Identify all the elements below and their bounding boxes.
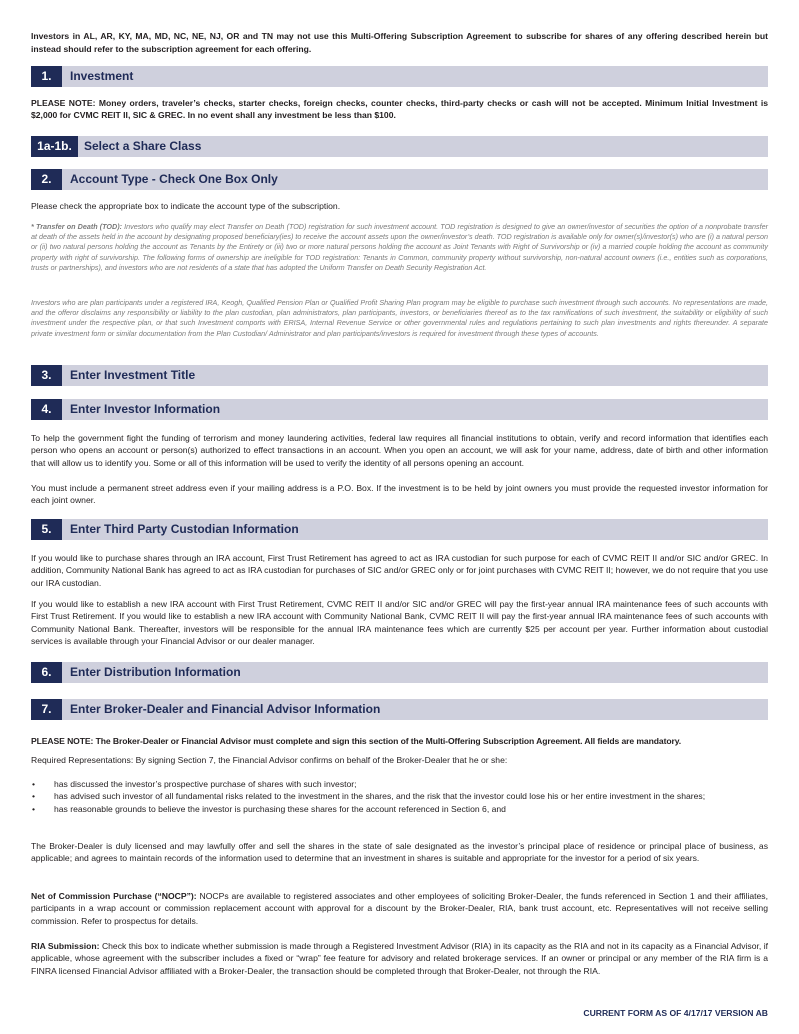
ria-label: RIA Submission: (31, 941, 100, 951)
investment-note: PLEASE NOTE: Money orders, traveler’s checks, starter checks, foreign checks, counter checks, third-party checks or cash will not be accepted. Minimum Initial Investment is $2,000 for CVMC REIT II, SIC & GREC. In no event shall any investment be less than $100. (31, 98, 768, 121)
list-item: • has discussed the investor’s prospective purchase of shares with such investor; (32, 779, 357, 789)
ria-paragraph: RIA Submission: Check this box to indicate whether submission is made through a Registered Investment Advisor (RIA) in its capacity as the RIA and not in its capacity as a Financial Advisor, if applicable, whose agreement with the subscriber includes a fixed or “wrap” fee feature for advisory and related brokerage services. If an owner or principal or any member of the RIA firm is a FINRA licensed Financial Advisor affiliated with a Broker-Dealer, the transaction should be completed through that Broker-Dealer, not through the RIA. (31, 941, 768, 976)
investor-info-paragraph-1: To help the government fight the funding of terrorism and money laundering activities, federal law requires all financial institutions to obtain, verify and record information that identifies each person who opens an account or person(s) authorized to effect transactions in an account. When you open an account, we will ask for your name, address, date of birth and other information that will allow us to identify you. Some or all of this information will be used to verify the identity of all persons opening an account. (31, 433, 768, 468)
tod-paragraph (31, 222, 768, 273)
section-title: Enter Investment Title (70, 368, 196, 382)
tod-label: * Transfer on Death (TOD): (31, 222, 122, 231)
required-representations: Required Representations: By signing Section 7, the Financial Advisor confirms on behalf of the Broker-Dealer that he or she: (31, 755, 508, 765)
section-number: 2. (31, 169, 62, 190)
section-number: 1. (31, 66, 62, 87)
bullet-icon: • (32, 791, 36, 802)
section-number: 7. (31, 699, 62, 720)
account-type-instruction: Please check the appropriate box to indicate the account type of the subscription. (31, 201, 341, 211)
custodian-paragraph-1: If you would like to purchase shares through an IRA account, First Trust Retirement has agreed to act as IRA custodian for such purpose for each of CVMC REIT II and/or SIC and/or GREC. In addition, Community National Bank has agreed to act as IRA custodian for purchases of SIC and/or GREC only or for joint purchases with CVMC REIT II; however, we do not require that you use our IRA custodian. (31, 553, 768, 588)
section-number: 6. (31, 662, 62, 683)
list-item: • has reasonable grounds to believe the investor is purchasing these shares for the account referenced in Section 6, and (32, 803, 506, 814)
plan-paragraph: Investors who are plan participants under a registered IRA, Keogh, Qualified Pension Plan or Qualified Profit Sharing Plan program may be eligible to purchase such investment through such accounts. No representations are made, and the offeror disclaims any responsibility or liability to the plan custodian, plan administrators, plan participants, investors, or beneficiaries thereof as to the tax ramifications of such investment, the suitability or eligibility of such investment under the respective plan, or that such Investment comports with ERISA, Internal Revenue Service or other governmental rules and regulations pertaining to such plan investments and rights thereunder. A separate private investment form or similar documentation from the Plan Custodian/ Administrator and plan participants/investors is required for investment through these types of accounts. (31, 298, 768, 338)
section-1-header (31, 66, 768, 87)
section-7-header (31, 699, 768, 720)
bullet-icon: • (32, 803, 36, 814)
form-version-footer: CURRENT FORM AS OF 4/17/17 VERSION AB (583, 1008, 768, 1018)
section-title: Enter Third Party Custodian Information (70, 522, 299, 536)
broker-licensed-paragraph: The Broker-Dealer is duly licensed and may lawfully offer and sell the shares in the state of sale designated as the investor’s principal place of residence or principal place of business, as applicable; and agrees to maintain records of the information used to determine that an investment in shares is suitable and appropriate for the investor for a period of six years. (31, 841, 768, 864)
section-2-header (31, 169, 768, 190)
section-title: Enter Investor Information (70, 402, 221, 416)
list-item: • has advised such investor of all fundamental risks related to the investment in the shares, and the risk that the investor could lose his or her entire investment in the shares; (32, 791, 706, 802)
section-number: 1a-1b. (31, 136, 78, 157)
nocp-paragraph: Net of Commission Purchase (“NOCP”): NOCPs are available to registered associates and other employees of soliciting Broker-Dealer, the funds referenced in Section 1 and their affiliates, participants in a wrap account or commission replacement account with approval for a discount by the Broker-Dealer, RIA, bank trust account, etc. Representatives will not receive selling commission. Refer to prospectus for details. (31, 891, 768, 926)
investor-info-paragraph-2: You must include a permanent street address even if your mailing address is a P.O. Box. If the investment is to be held by joint owners you must provide the requested investor information for each joint owner. (31, 483, 768, 506)
section-title: Enter Broker-Dealer and Financial Advisor Information (70, 702, 381, 716)
section-title: Investment (70, 69, 134, 83)
section-number: 3. (31, 365, 62, 386)
custodian-paragraph-2: If you would like to establish a new IRA account with First Trust Retirement, CVMC REIT II and/or SIC and/or GREC will pay the first-year annual IRA maintenance fees of such accounts with First Trust Retirement. If you would like to establish a new IRA account with Community National Bank, CVMC REIT II will pay the first-year annual IRA maintenance fees of such accounts with Community National Bank. Thereafter, investors will be responsible for the annual IRA maintenance fees which are currently $25 per account per year. Further information about custodial services is available through your Financial Advisor or our dealer manager. (31, 599, 768, 647)
nocp-label: Net of Commission Purchase (“NOCP”): (31, 891, 197, 901)
tod-text: Investors who qualify may elect Transfer on Death (TOD) registration for such investment account. TOD registration is designed to give an owner/investor of securities the option of a nonprobate transfer at death of the assets held in the account by designating proposed beneficiary(ies) to receive the account assets upon the owner/investor’s death. TOD registration is available only for owner(s)/investor(s) who are (i) a natural person or (ii) two natural persons holding the account as Tenants by the Entirety or (iii) two or more natural persons holding the account as Joint Tenants with Right of Survivorship or (iv) a married couple holding the account as community property with right of survivorship. The following forms of ownership are ineligible for TOD registration: Tenants in Common, community property without survivorship, non-natural account owners (i.e., entities such as corporations, trusts or partnerships), and investors who are not residents of a state that has adopted the Uniform Transfer on Death Security Registration Act. (31, 222, 768, 272)
representations-list (31, 778, 768, 815)
section-6-header (31, 662, 768, 683)
section-number: 4. (31, 399, 62, 420)
section-title: Account Type - Check One Box Only (70, 172, 278, 186)
section-4-header (31, 399, 768, 420)
section-title: Enter Distribution Information (70, 665, 241, 679)
section-5-header (31, 519, 768, 540)
section-title: Select a Share Class (84, 139, 202, 153)
intro-notice: Investors in AL, AR, KY, MA, MD, NC, NE, NJ, OR and TN may not use this Multi-Offering Subscription Agreement to subscribe for shares of any offering described herein but instead should refer to the subscription agreement for each offering. (31, 31, 768, 54)
section-3-header (31, 365, 768, 386)
bullet-icon: • (32, 779, 36, 789)
section-1a-header (31, 136, 768, 157)
section-number: 5. (31, 519, 62, 540)
broker-note: PLEASE NOTE: The Broker-Dealer or Financial Advisor must complete and sign this section of the Multi-Offering Subscription Agreement. All fields are mandatory. (31, 736, 682, 746)
